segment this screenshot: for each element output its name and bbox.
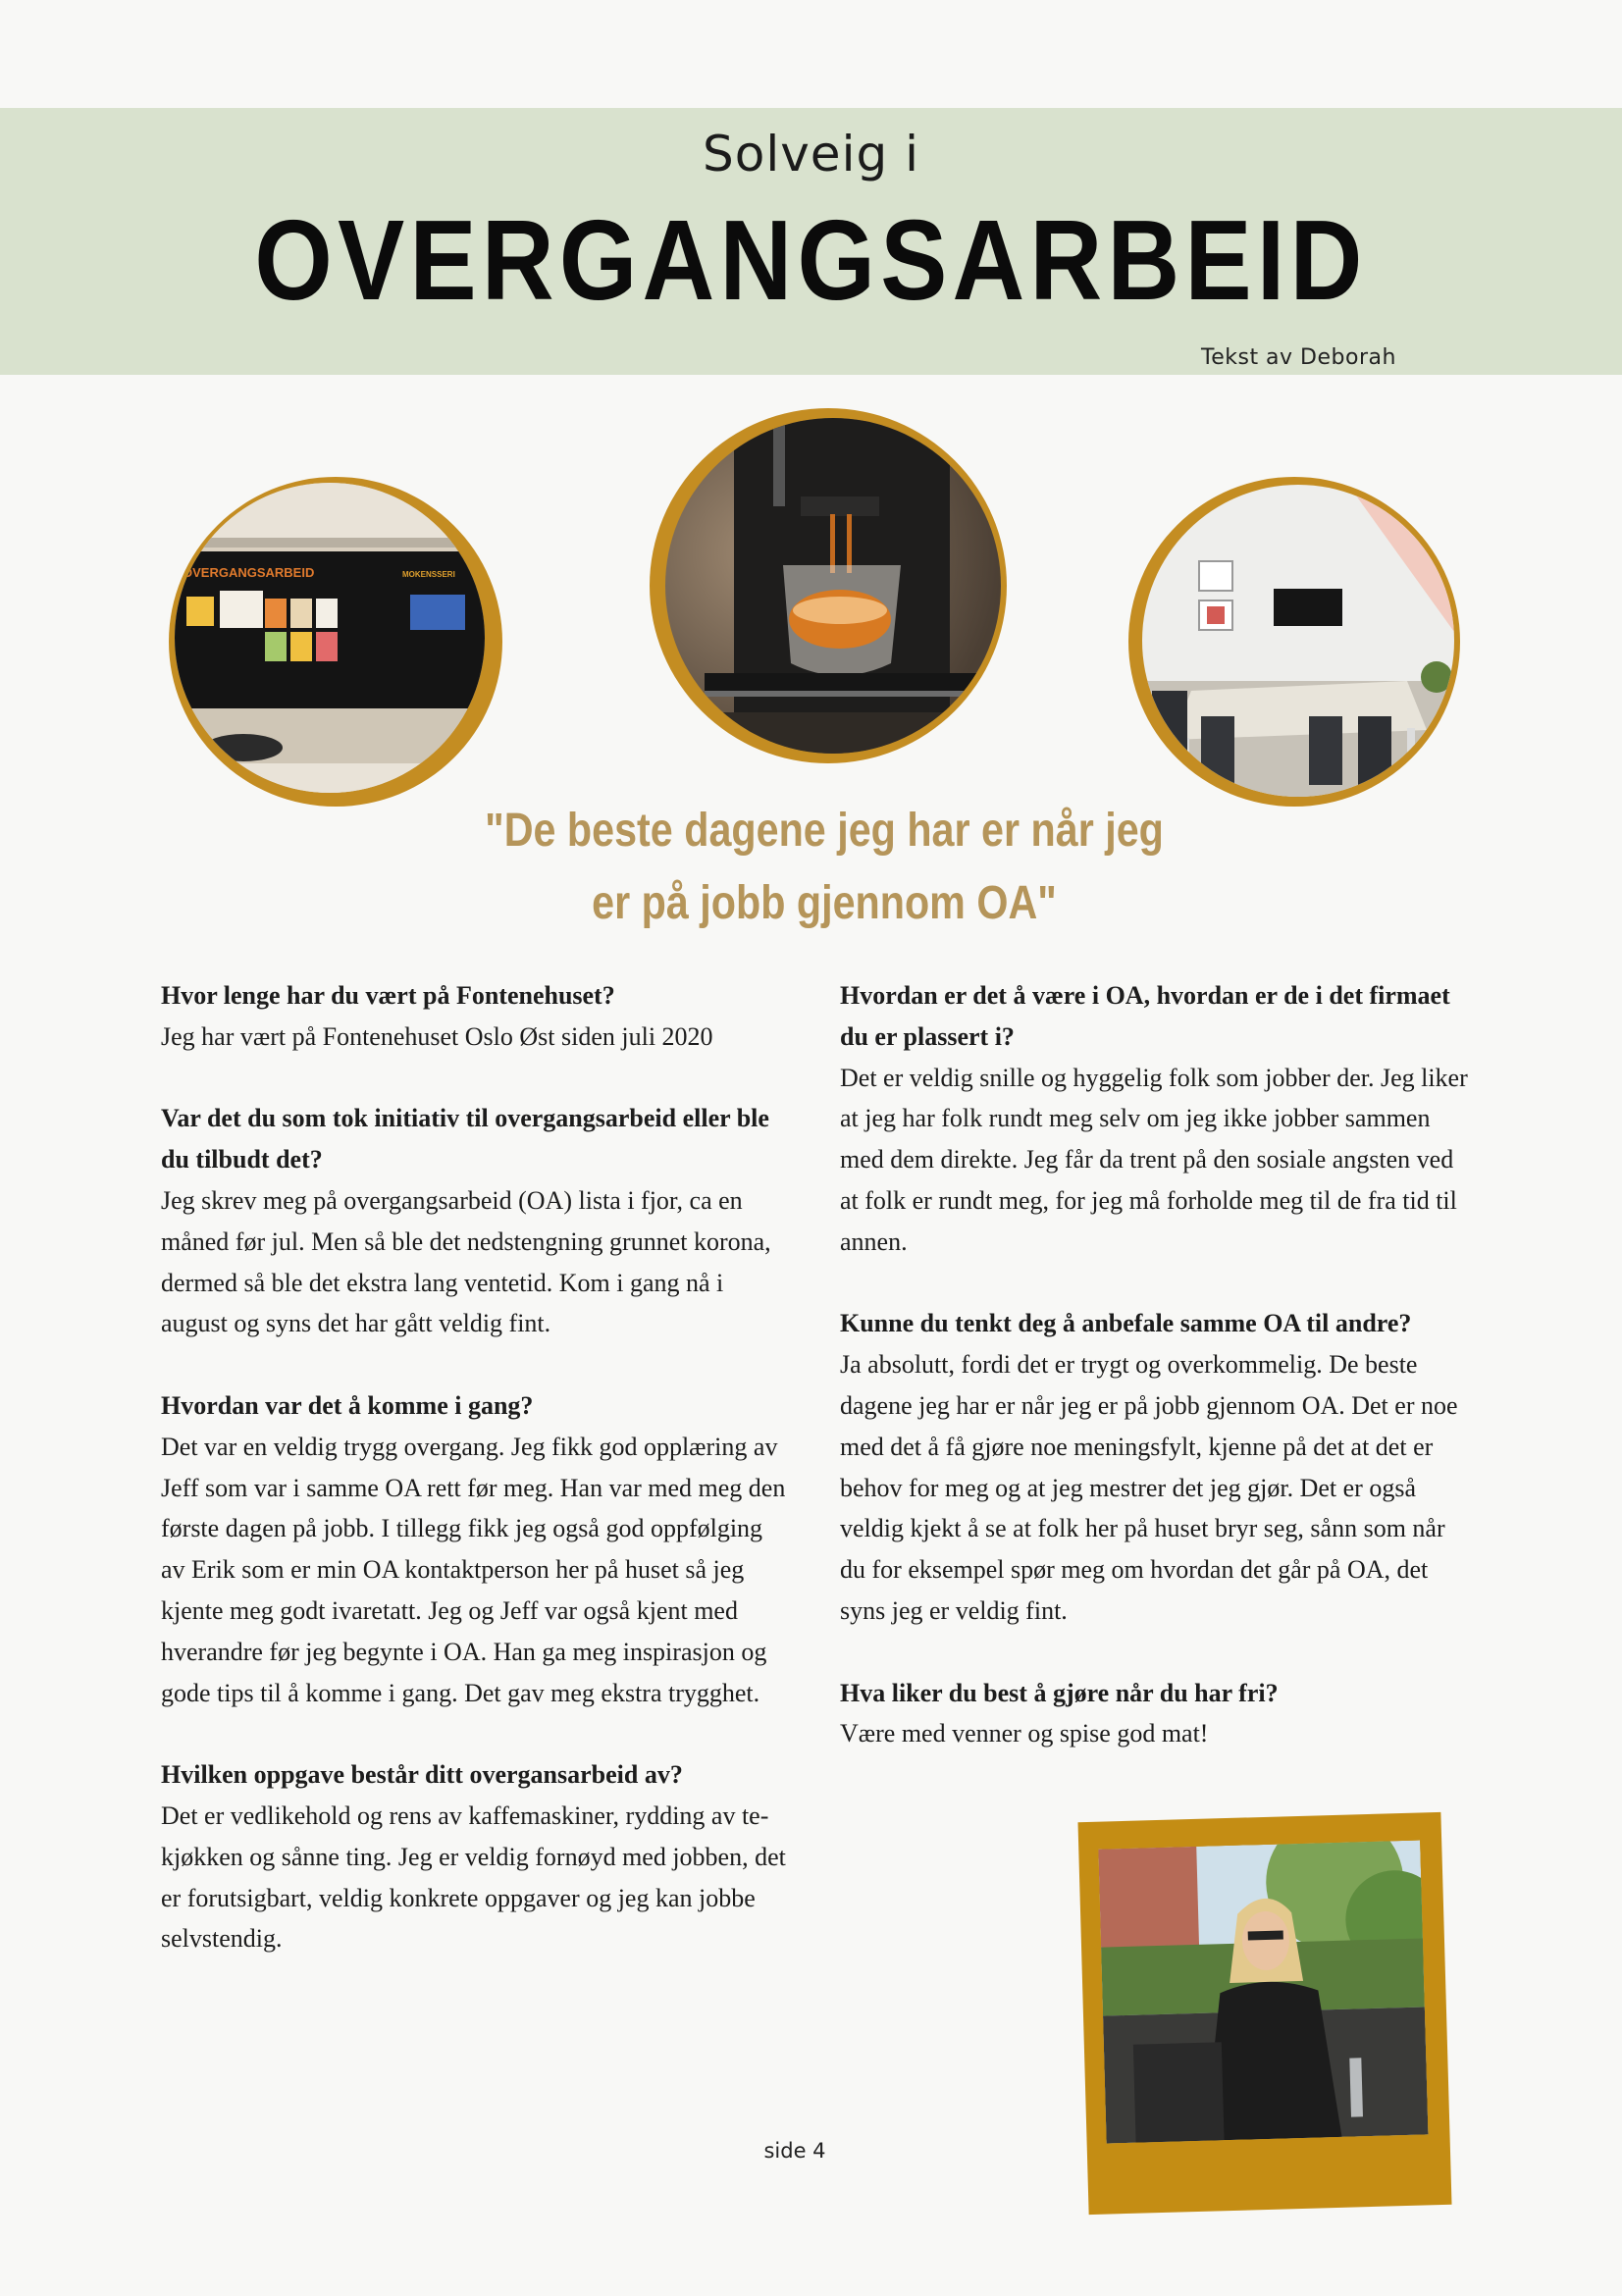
portrait-photo — [1098, 1841, 1428, 2144]
right-column — [840, 975, 1468, 1796]
pull-quote-line: "De beste dagene jeg har er når jeg — [485, 805, 1164, 857]
qa-block — [161, 975, 789, 1058]
question: Var det du som tok initiativ til overgangsarbeid eller ble du tilbudt det? — [161, 1104, 769, 1174]
left-column — [161, 975, 789, 2001]
question: Hva liker du best å gjøre når du har fri? — [840, 1678, 1279, 1707]
portrait-photo-frame — [1077, 1812, 1451, 2215]
answer: Jeg har vært på Fontenehuset Oslo Øst siden juli 2020 — [161, 1021, 713, 1051]
answer: Være med venner og spise god mat! — [840, 1719, 1209, 1748]
qa-block — [161, 1754, 789, 1959]
answer: Jeg skrev meg på overgangsarbeid (OA) lista i fjor, ca en måned før jul. Men så ble det nedstengning grunnet korona, dermed så ble det ekstra lang ventetid. Kom i gang nå i august og syns det har gått veldig fint. — [161, 1185, 771, 1338]
question: Hvor lenge har du vært på Fontenehuset? — [161, 981, 615, 1010]
photo-notice-board — [169, 477, 502, 807]
answer: Det er vedlikehold og rens av kaffemaskiner, rydding av te-kjøkken og sånne ting. Jeg er veldig fornøyd med jobben, det er forutsigbart, veldig konkrete oppgaver og jeg kan jobbe selvstendig. — [161, 1800, 786, 1954]
photo-coffee-machine — [650, 408, 1007, 763]
qa-block — [840, 975, 1468, 1263]
title-kicker: Solveig i — [703, 126, 919, 183]
qa-block — [161, 1385, 789, 1713]
question: Hvordan var det å komme i gang? — [161, 1390, 534, 1420]
qa-block — [840, 1303, 1468, 1631]
question: Hvilken oppgave består ditt overgansarbeid av? — [161, 1760, 683, 1790]
page-title: OVERGANGSARBEID — [254, 196, 1368, 324]
byline: Tekst av Deborah — [1201, 345, 1396, 370]
answer: Det var en veldig trygg overgang. Jeg fikk god opplæring av Jeff som var i samme OA rett før meg. Han var med meg den første dagen på jobb. I tillegg fikk jeg også god oppfølging av Erik som er min OA kontaktperson her på huset så jeg kjente meg godt ivaretatt. Jeg og Jeff var også kjent med hverandre før jeg begynte i OA. Han ga meg inspirasjon og gode tips til å komme i gang. Det gav meg ekstra trygghet. — [161, 1432, 786, 1707]
pull-quote-line: er på jobb gjennom OA" — [592, 877, 1057, 929]
pull-quote — [402, 795, 1246, 940]
board-sign-text-right: MOKENSSERI — [402, 570, 455, 579]
photo-meeting-room — [1128, 477, 1460, 807]
answer: Ja absolutt, fordi det er trygt og overkommelig. De beste dagene jeg har er når jeg er på jobb gjennom OA. Det er noe med det å få gjøre noe meningsfylt, kjenne på det at det er behov for meg og at jeg mestrer det jeg gjør. Det er også veldig kjekt å se at folk her på huset bryr seg, sånn som når du for eksempel spør meg om hvordan det går på OA, det syns jeg er veldig fint. — [840, 1350, 1458, 1625]
page-number: side 4 — [763, 2139, 826, 2163]
qa-block — [161, 1098, 789, 1344]
qa-block — [840, 1673, 1468, 1755]
board-sign-text: OVERGANGSARBEID — [183, 565, 315, 580]
question: Hvordan er det å være i OA, hvordan er de i det firmaet du er plassert i? — [840, 981, 1450, 1051]
answer: Det er veldig snille og hyggelig folk som jobber der. Jeg liker at jeg har folk rundt meg selv om jeg ikke jobber sammen med dem direkte. Jeg får da trent på den sosiale angsten ved at folk er rundt meg, for jeg må forholde meg til de fra tid til annen. — [840, 1063, 1468, 1256]
question: Kunne du tenkt deg å anbefale samme OA til andre? — [840, 1309, 1412, 1338]
